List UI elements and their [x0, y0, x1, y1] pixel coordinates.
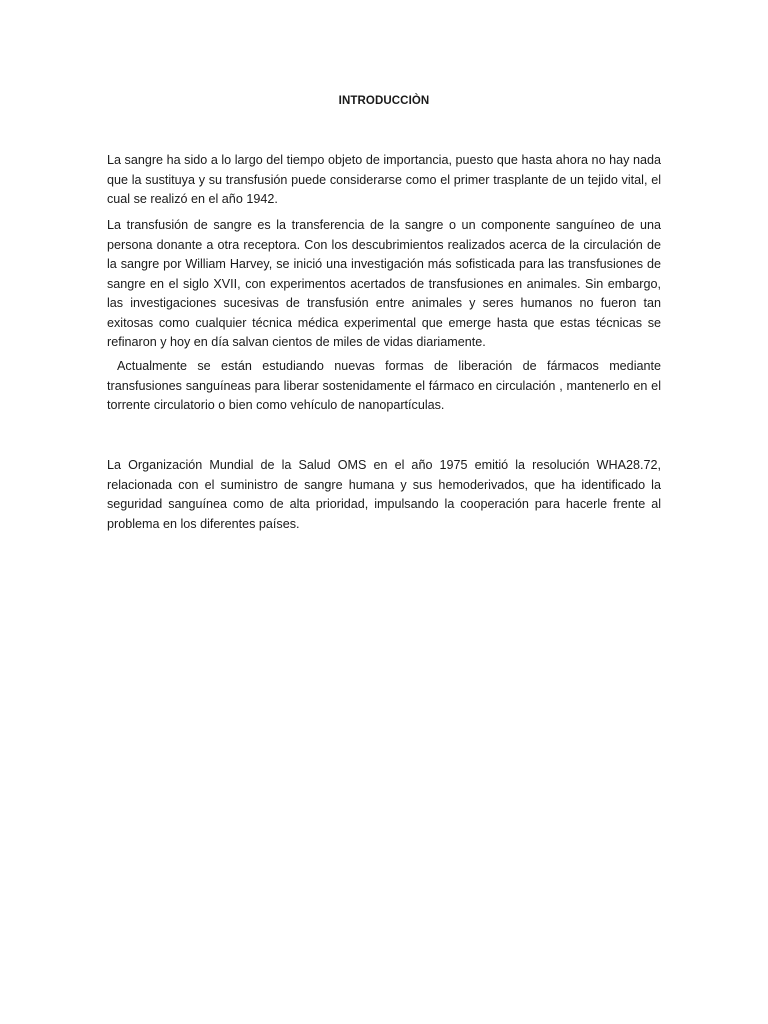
document-title: INTRODUCCIÒN: [338, 95, 430, 107]
paragraph-3: Actualmente se están estudiando nuevas formas de liberación de fármacos mediante transfusiones sanguíneas para liberar sostenidamente el fármaco en circulación , mantenerlo en el torrente circulatorio o bien como vehículo de nanopartículas.: [107, 359, 661, 412]
paragraph-2: La transfusión de sangre es la transferencia de la sangre o un componente sanguíneo de una persona donante a otra receptora. Con los descubrimientos realizados acerca de la circulación de la sangre por William Harvey, se inició una investigación más sofisticada para las transfusiones de sangre en el siglo XVII, con experimentos acertados de transfusiones en animales. Sin embargo, las investigaciones sucesivas de transfusión entre animales y seres humanos no fueron tan exitosas como cualquier técnica médica experimental que emerge hasta que estas técnicas se refinaron y hoy en día salvan cientos de miles de vidas diariamente.: [107, 218, 661, 349]
paragraph-4: La Organización Mundial de la Salud OMS en el año 1975 emitió la resolución WHA28.72, relacionada con el suministro de sangre humana y sus hemoderivados, que ha identificado la seguridad sanguínea como de alta prioridad, impulsando la cooperación para hacerle frente al problema en los diferentes países.: [107, 458, 661, 531]
paragraph-1: La sangre ha sido a lo largo del tiempo objeto de importancia, puesto que hasta ahora no hay nada que la sustituya y su transfusión puede considerarse como el primer trasplante de un tejido vital, el cual se realizó en el año 1942.: [107, 153, 661, 206]
